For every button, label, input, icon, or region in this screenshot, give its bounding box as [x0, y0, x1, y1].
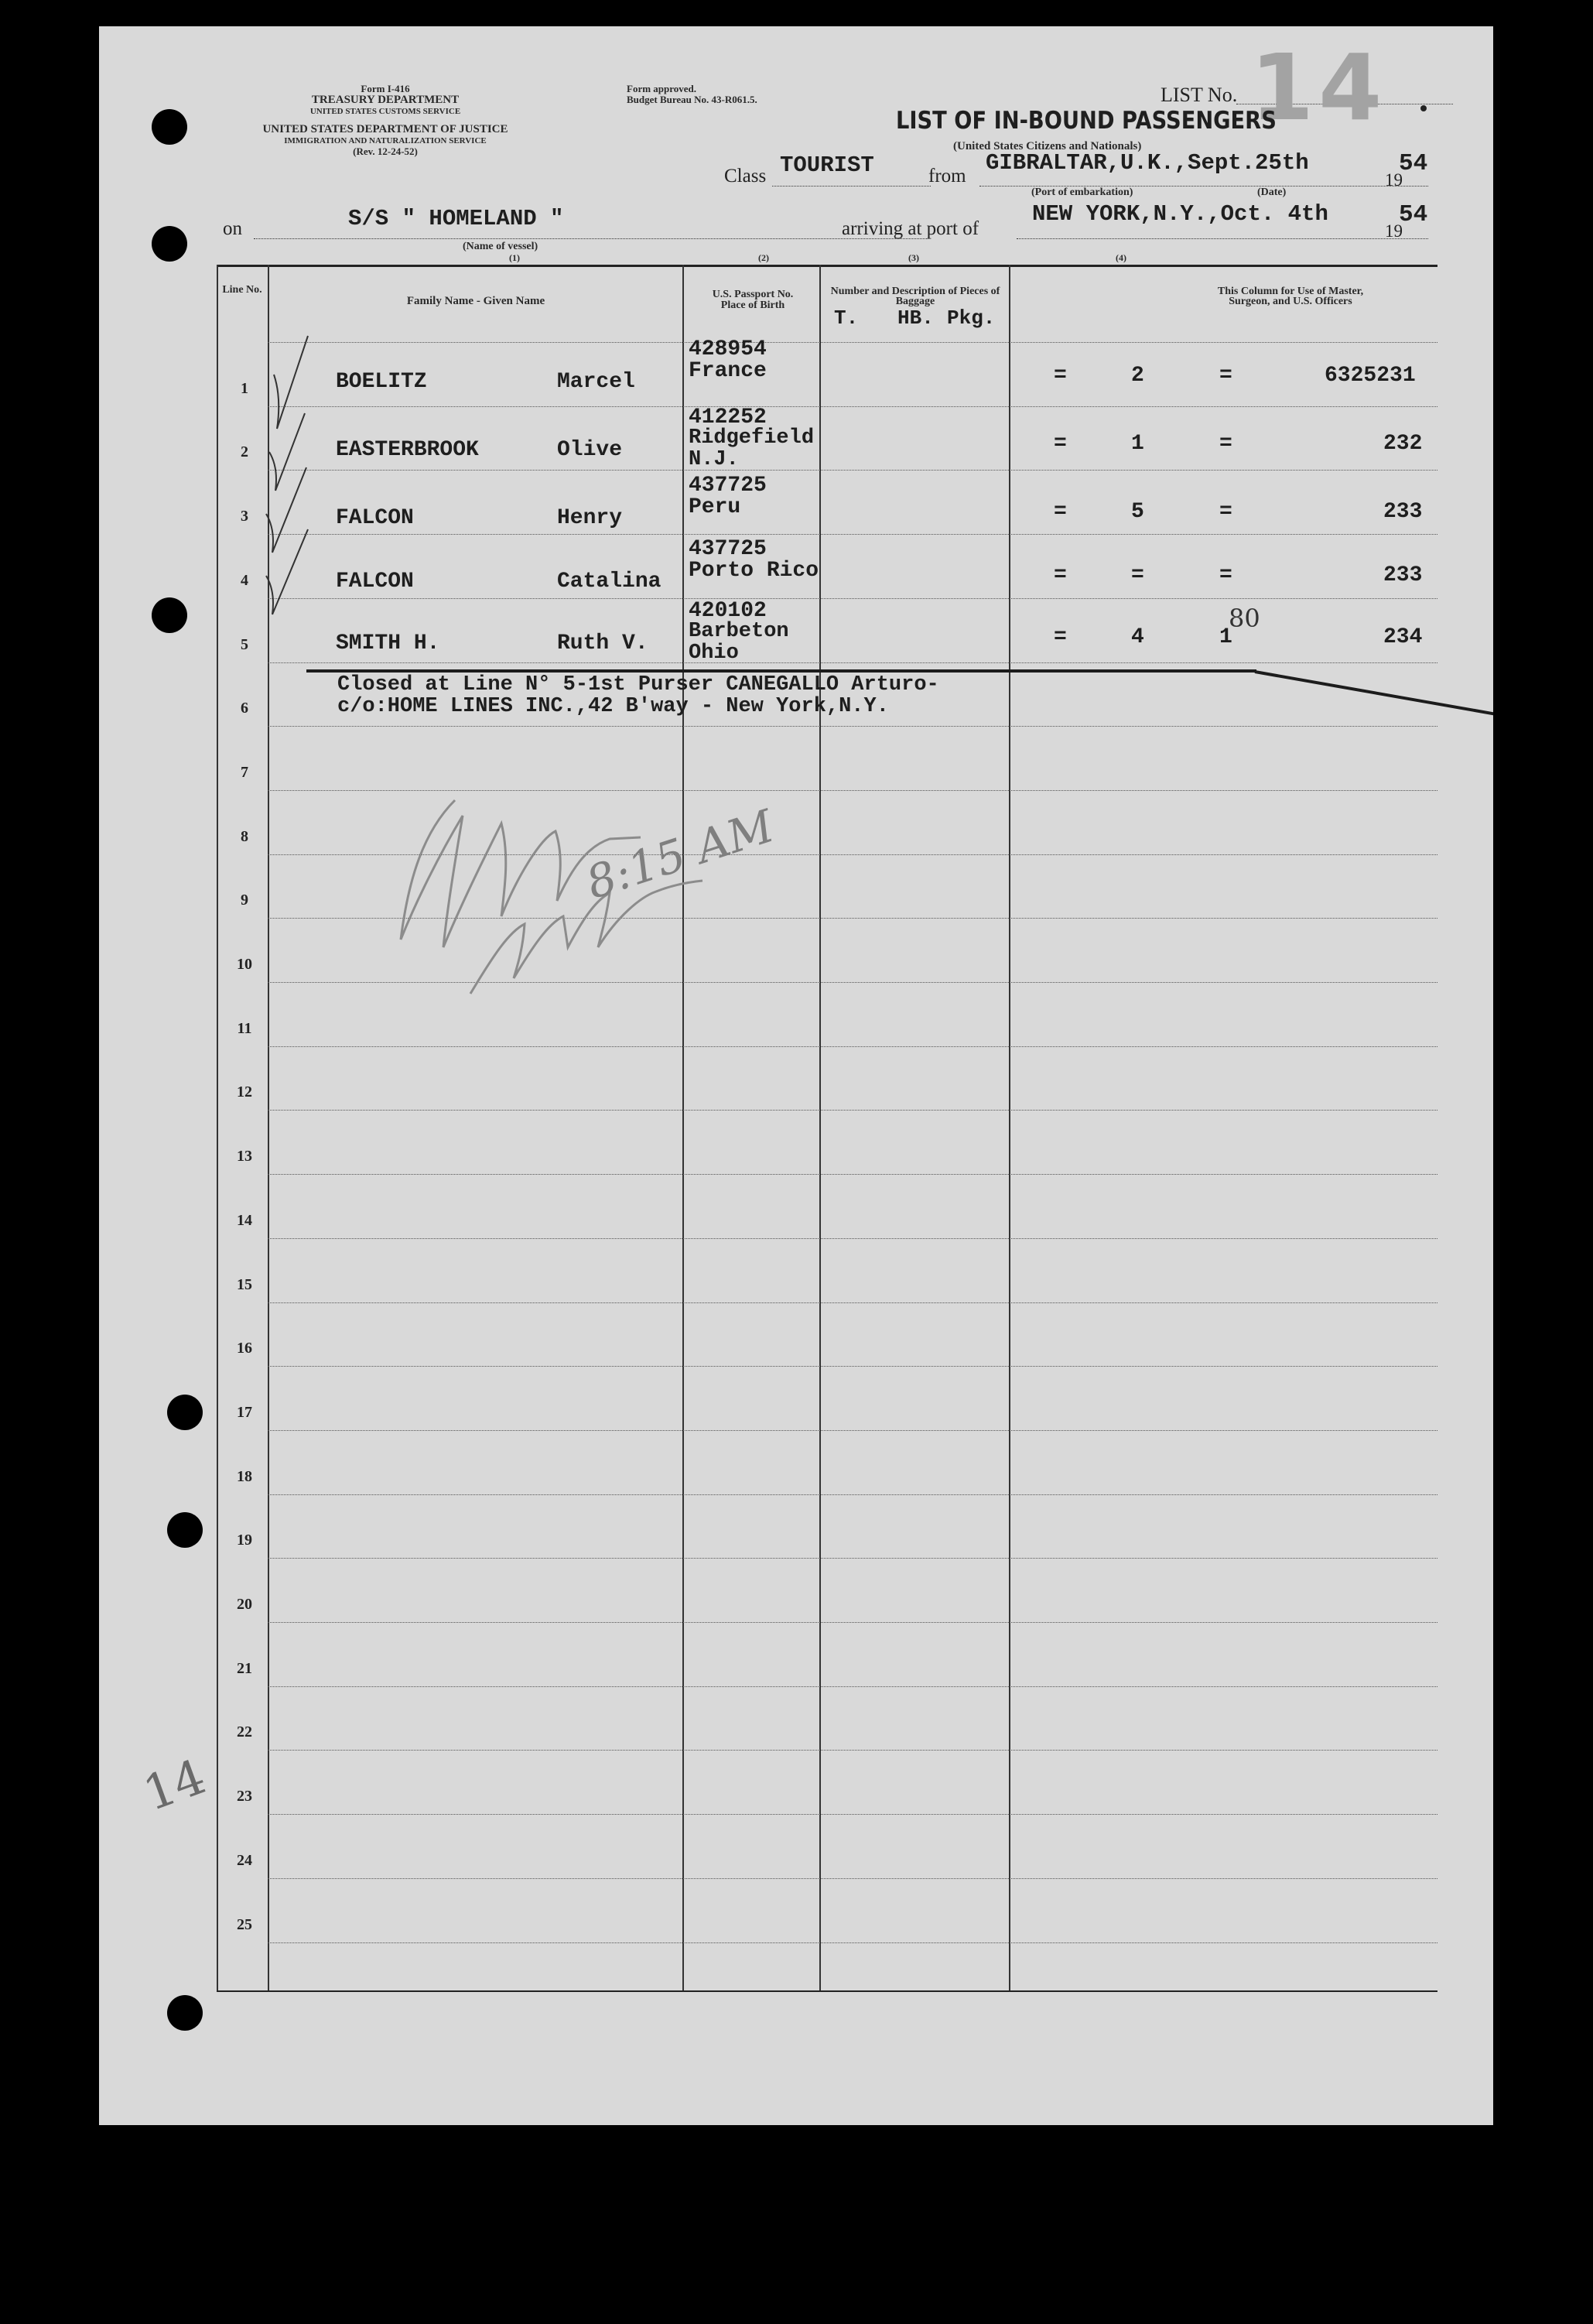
row-rule: [268, 1686, 1437, 1687]
line-number: 11: [237, 1020, 252, 1037]
passport-number: 437725: [689, 474, 767, 498]
family-name: SMITH H.: [336, 631, 440, 655]
handbags-count: 2: [1131, 364, 1144, 388]
row-rule: [268, 406, 1437, 407]
row-rule: [268, 534, 1437, 535]
row-rule: [268, 1878, 1437, 1879]
header-packages: Pkg.: [947, 306, 996, 330]
place-of-birth: Ridgefield N.J.: [689, 426, 815, 471]
budget-bureau-number: Budget Bureau No. 43-R061.5.: [627, 94, 757, 105]
form-sheet: [99, 26, 1493, 2125]
from-label: from: [928, 166, 966, 187]
officer-entry: 233: [1383, 500, 1423, 524]
line-number: 9: [241, 892, 248, 909]
date-caption: (Date): [1257, 187, 1287, 198]
justice-department: UNITED STATES DEPARTMENT OF JUSTICE: [262, 123, 508, 135]
trunks-count: =: [1054, 364, 1067, 388]
officer-entry: 234: [1383, 625, 1423, 649]
line-number: 25: [237, 1916, 252, 1933]
pencil-signature: [378, 769, 718, 1025]
given-name: Ruth V.: [557, 631, 648, 655]
header-line-no: Line No.: [222, 284, 262, 296]
line-number: 24: [237, 1852, 252, 1869]
row-rule: [268, 1814, 1437, 1815]
family-name: BOELITZ: [336, 370, 427, 394]
row-rule: [268, 1494, 1437, 1495]
embarkation-port-date: GIBRALTAR,U.K.,Sept.25th: [986, 150, 1309, 176]
handbags-count: 4: [1131, 625, 1144, 649]
given-name: Marcel: [557, 370, 635, 394]
trunks-count: =: [1054, 432, 1067, 456]
closing-note-line2: c/o:HOME LINES INC.,42 B'way - New York,N.Y.: [337, 695, 889, 718]
column-number-4: (4): [1116, 252, 1126, 263]
column-number-3: (3): [908, 252, 919, 263]
packages-count: =: [1219, 500, 1232, 524]
header-passport-birthplace: U.S. Passport No. Place of Birth: [712, 289, 794, 311]
check-marks: [260, 305, 314, 661]
margin-handwritten-number: 14: [135, 1747, 214, 1823]
packages-count: =: [1219, 563, 1232, 587]
pencil-time-stamp: 8:15 AM: [579, 799, 781, 909]
passport-number: 437725: [689, 537, 767, 561]
place-of-birth: Peru: [689, 495, 741, 519]
handbags-count: =: [1131, 563, 1144, 587]
line-number: 21: [237, 1660, 252, 1677]
line-number: 13: [237, 1148, 252, 1165]
vessel-caption: (Name of vessel): [463, 241, 538, 252]
given-name: Olive: [557, 438, 623, 462]
punch-hole: [152, 109, 187, 145]
line-number: 18: [237, 1468, 252, 1485]
row-rule: [268, 1750, 1437, 1751]
header-rule: [268, 342, 1437, 343]
form-number: Form I-416: [361, 83, 410, 94]
column-number-1: (1): [509, 252, 520, 263]
closing-note-line1: Closed at Line N° 5-1st Purser CANEGALLO Arturo-: [337, 673, 939, 697]
table-top-rule: [217, 265, 1437, 267]
punch-hole: [152, 226, 187, 262]
customs-service: UNITED STATES CUSTOMS SERVICE: [309, 107, 461, 116]
officer-entry: 233: [1383, 563, 1423, 587]
header-officers-use: This Column for Use of Master, Surgeon, and U.S. Officers: [1217, 286, 1364, 307]
year-prefix: 19: [1385, 170, 1403, 190]
line-number: 15: [237, 1276, 252, 1293]
row-rule: [268, 1046, 1437, 1047]
row-rule: [268, 1622, 1437, 1623]
line-number: 6: [241, 700, 248, 717]
trunks-count: =: [1054, 500, 1067, 524]
line-number: 23: [237, 1788, 252, 1805]
row-rule: [268, 1366, 1437, 1367]
form-approved: Form approved.: [627, 83, 697, 94]
line-number: 14: [237, 1212, 252, 1229]
header-family-given-name: Family Name - Given Name: [406, 295, 545, 307]
arrival-port-date: NEW YORK,N.Y.,Oct. 4th: [1032, 201, 1328, 227]
column-number-2: (2): [758, 252, 769, 263]
line-number: 1: [241, 380, 248, 397]
handbags-count: 5: [1131, 500, 1144, 524]
embarkation-caption: (Port of embarkation): [1031, 187, 1133, 198]
line-number: 4: [241, 572, 248, 589]
punch-hole: [167, 1395, 203, 1430]
punch-hole: [167, 1512, 203, 1548]
row-rule: [268, 470, 1437, 471]
header-trunks: T.: [834, 306, 859, 330]
treasury-department: TREASURY DEPARTMENT: [311, 94, 460, 106]
year-prefix-2: 19: [1385, 221, 1403, 241]
closing-diagonal: [1252, 667, 1493, 721]
officer-entry: 6325231: [1325, 364, 1416, 388]
line-number: 20: [237, 1596, 252, 1613]
packages-count: =: [1219, 364, 1232, 388]
line-number: 7: [241, 764, 248, 781]
row-rule: [268, 1942, 1437, 1943]
form-subtitle: (United States Citizens and Nationals): [953, 140, 1142, 152]
family-name: EASTERBROOK: [336, 438, 479, 462]
on-label: on: [223, 218, 242, 239]
row-rule: [268, 726, 1437, 727]
line-number: 8: [241, 828, 248, 845]
line-number: 17: [237, 1404, 252, 1421]
header-baggage: Number and Description of Pieces of Baggage: [830, 286, 1000, 307]
list-number-stamp: 14: [1250, 34, 1387, 141]
dot-mark: [1420, 105, 1427, 111]
line-number: 19: [237, 1532, 252, 1549]
row-rule: [268, 1110, 1437, 1111]
place-of-birth: France: [689, 359, 767, 383]
row-rule: [268, 598, 1437, 599]
packages-count: =: [1219, 432, 1232, 456]
officer-handwritten-note: 80: [1229, 604, 1260, 633]
family-name: FALCON: [336, 506, 414, 530]
punch-hole: [167, 1995, 203, 2031]
class-value: TOURIST: [780, 152, 874, 178]
revision-date: (Rev. 12-24-52): [353, 145, 418, 157]
embark-year: 54: [1399, 150, 1428, 177]
trunks-count: =: [1054, 563, 1067, 587]
arrival-year: 54: [1399, 201, 1428, 228]
row-rule: [268, 1430, 1437, 1431]
row-rule: [268, 662, 1437, 663]
arriving-label: arriving at port of: [842, 218, 979, 239]
given-name: Henry: [557, 506, 623, 530]
table-bottom-rule: [217, 1990, 1437, 1992]
officer-entry: 232: [1383, 432, 1423, 456]
row-rule: [268, 1238, 1437, 1239]
line-number: 10: [237, 956, 252, 973]
closing-rule: [306, 669, 1256, 673]
header-handbags: HB.: [897, 306, 934, 330]
table-left-rule: [217, 265, 218, 1990]
line-number: 3: [241, 508, 248, 525]
line-number: 16: [237, 1340, 252, 1357]
row-rule: [268, 1558, 1437, 1559]
row-rule: [268, 1302, 1437, 1303]
punch-hole: [152, 597, 187, 633]
trunks-count: =: [1054, 625, 1067, 649]
passport-number: 420102: [689, 599, 767, 623]
form-title: LIST OF IN-BOUND PASSENGERS: [896, 107, 1277, 135]
line-number: 5: [241, 636, 248, 653]
place-of-birth: Barbeton Ohio: [689, 620, 789, 665]
immigration-service: IMMIGRATION AND NATURALIZATION SERVICE: [284, 136, 487, 145]
passport-number: 428954: [689, 337, 767, 361]
given-name: Catalina: [557, 570, 661, 594]
packages-count: 1: [1219, 625, 1232, 649]
line-number: 22: [237, 1723, 252, 1740]
vessel-name: S/S " HOMELAND ": [348, 206, 564, 231]
family-name: FALCON: [336, 570, 414, 594]
list-number-label: LIST No.: [1161, 84, 1238, 106]
class-label: Class: [724, 166, 767, 187]
row-rule: [268, 1174, 1437, 1175]
place-of-birth: Porto Rico: [689, 559, 819, 583]
line-number: 2: [241, 443, 248, 460]
line-number: 12: [237, 1083, 252, 1100]
handbags-count: 1: [1131, 432, 1144, 456]
passport-number: 412252: [689, 406, 767, 430]
